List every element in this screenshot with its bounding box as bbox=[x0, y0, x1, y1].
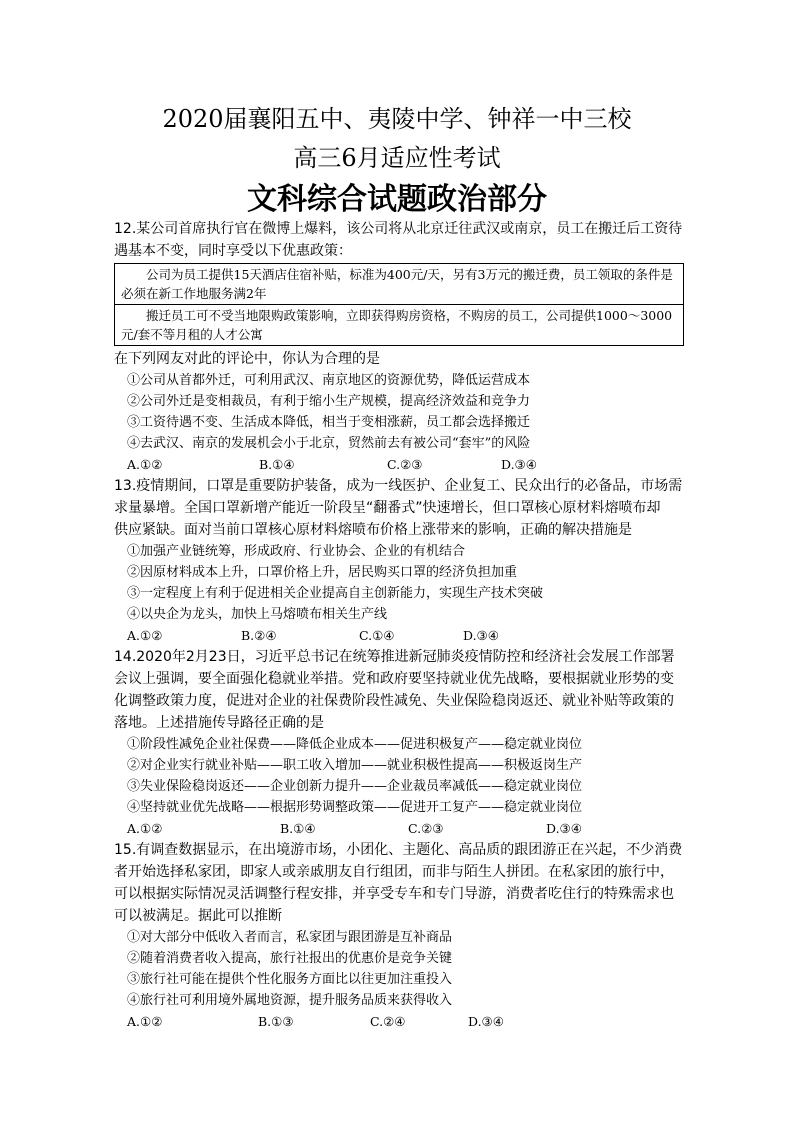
statement-option: ④旅行社可利用境外属地资源，提升服务品质来获得收入 bbox=[127, 993, 453, 1008]
question-12 bbox=[114, 218, 684, 475]
choice-a: A.①② bbox=[127, 457, 163, 472]
question-stem-line: 求量暴增。全国口罩新增产能近一阶段呈“翻番式”快速增长，但口罩核心原材料熔喷布却 bbox=[114, 500, 661, 516]
choice-b: B.②④ bbox=[241, 628, 277, 643]
question-stem-line: 供应紧缺。面对当前口罩核心原材料熔喷布价格上涨带来的影响，正确的解决措施是 bbox=[114, 522, 632, 538]
answer-choices bbox=[114, 625, 684, 646]
question-stem-line: 遇基本不变，同时享受以下优惠政策： bbox=[114, 243, 352, 259]
choice-b: B.①④ bbox=[259, 457, 295, 472]
statement-option: ②随着消费者收入提高，旅行社报出的优惠价是竞争关键 bbox=[127, 951, 453, 966]
choice-a: A.①② bbox=[127, 628, 163, 643]
question-stem-line: 15.有调查数据显示，在出境游市场，小团化、主题化、高品质的跟团游正在兴起，不少消费 bbox=[114, 842, 683, 858]
exam-title-subject: 文科综合试题政治部分 bbox=[247, 182, 547, 217]
question-15 bbox=[114, 839, 684, 1032]
choice-c: C.①④ bbox=[359, 628, 395, 643]
statement-option: ③工资待遇不变、生活成本降低，相当于变相涨薪，员工都会选择搬迁 bbox=[127, 415, 531, 430]
question-stem-line: 在下列网友对此的评论中，你认为合理的是 bbox=[114, 351, 380, 367]
statement-option: ②公司外迁是变相裁员，有利于缩小生产规模，提高经济效益和竞争力 bbox=[127, 394, 531, 409]
statement-option: ③旅行社可能在提供个性化服务方面比以往更加注重投入 bbox=[127, 972, 453, 987]
exam-title-schools: 2020届襄阳五中、夷陵中学、钟祥一中三校 bbox=[162, 105, 632, 133]
statement-option: ①对大部分中低收入者而言，私家团与跟团游是互补商品 bbox=[127, 930, 453, 945]
choice-c: C.②④ bbox=[370, 1014, 406, 1029]
choice-a: A.①② bbox=[127, 821, 163, 836]
question-14 bbox=[114, 646, 684, 839]
statement-option: ④以央企为龙头，加快上马熔喷布相关生产线 bbox=[127, 607, 388, 622]
question-stem-line: 落地。上述措施传导路径正确的是 bbox=[114, 715, 324, 731]
question-stem-line: 可以根据实际情况灵活调整行程安排，并享受专车和专门导游，消费者吃住行的特殊需求也 bbox=[114, 886, 674, 902]
choice-c: C.②③ bbox=[387, 457, 423, 472]
answer-choices bbox=[114, 818, 684, 839]
statement-option: ①公司从首都外迁，可利用武汉、南京地区的资源优势，降低运营成本 bbox=[127, 373, 531, 388]
question-stem-line: 12.某公司首席执行官在微博上爆料，该公司将从北京迁往武汉或南京，员工在搬迁后工资待 bbox=[114, 221, 683, 237]
answer-choices bbox=[114, 1011, 684, 1032]
question-stem-line: 化调整政策力度，促进对企业的社保费阶段性减免、失业保险稳岗返还、就业补贴等政策的 bbox=[114, 693, 674, 709]
statement-option: ④坚持就业优先战略——根据形势调整政策——促进开工复产——稳定就业岗位 bbox=[127, 800, 583, 815]
statement-option: ③失业保险稳岗返还——企业创新力提升——企业裁员率减低——稳定就业岗位 bbox=[127, 779, 583, 794]
choice-a: A.①② bbox=[127, 1014, 163, 1029]
question-13 bbox=[114, 475, 684, 646]
exam-title-grade: 高三6月适应性考试 bbox=[293, 144, 501, 172]
choice-d: D.③④ bbox=[546, 821, 582, 836]
question-stem-line: 者开始选择私家团，即家人或亲戚朋友自行组团，而非与陌生人拼团。在私家团的旅行中， bbox=[114, 864, 674, 880]
choice-d: D.③④ bbox=[463, 628, 499, 643]
question-stem-line: 可以被满足。据此可以推断 bbox=[114, 908, 282, 924]
statement-option: ①加强产业链统筹，形成政府、行业协会、企业的有机结合 bbox=[127, 544, 466, 559]
choice-d: D.③④ bbox=[468, 1014, 504, 1029]
statement-option: ②对企业实行就业补贴——职工收入增加——就业积极性提高——积极返岗生产 bbox=[127, 758, 583, 773]
statement-option: ②因原材料成本上升，口罩价格上升，居民购买口罩的经济负担加重 bbox=[127, 565, 518, 580]
choice-b: B.①④ bbox=[280, 821, 316, 836]
answer-choices bbox=[114, 454, 684, 475]
policy-row: 搬迁员工可不受当地限购政策影响，立即获得购房资格，不购房的员工，公司提供1000～3000元/套不等月租的人才公寓 bbox=[115, 304, 683, 345]
question-stem-line: 会议上强调，要全面强化稳就业举措。党和政府要坚持就业优先战略，要根据就业形势的变 bbox=[114, 671, 674, 687]
statement-option: ③一定程度上有利于促进相关企业提高自主创新能力，实现生产技术突破 bbox=[127, 586, 544, 601]
choice-d: D.③④ bbox=[501, 457, 537, 472]
questions-area bbox=[114, 218, 684, 1032]
question-stem-line: 14.2020年2月23日，习近平总书记在统筹推进新冠肺炎疫情防控和经济社会发展工作部署 bbox=[114, 649, 675, 665]
statement-option: ①阶段性减免企业社保费——降低企业成本——促进积极复产——稳定就业岗位 bbox=[127, 737, 583, 752]
statement-option: ④去武汉、南京的发展机会小于北京，贸然前去有被公司“套牢”的风险 bbox=[127, 436, 531, 451]
choice-b: B.①③ bbox=[258, 1014, 294, 1029]
policy-table bbox=[114, 263, 684, 346]
choice-c: C.②③ bbox=[408, 821, 444, 836]
policy-row: 公司为员工提供15天酒店住宿补贴，标准为400元/天，另有3万元的搬迁费，员工领取的条件是必须在新工作地服务满2年 bbox=[121, 267, 673, 301]
question-stem-line: 13.疫情期间，口罩是重要防护装备，成为一线医护、企业复工、民众出行的必备品，市场需 bbox=[114, 478, 683, 494]
